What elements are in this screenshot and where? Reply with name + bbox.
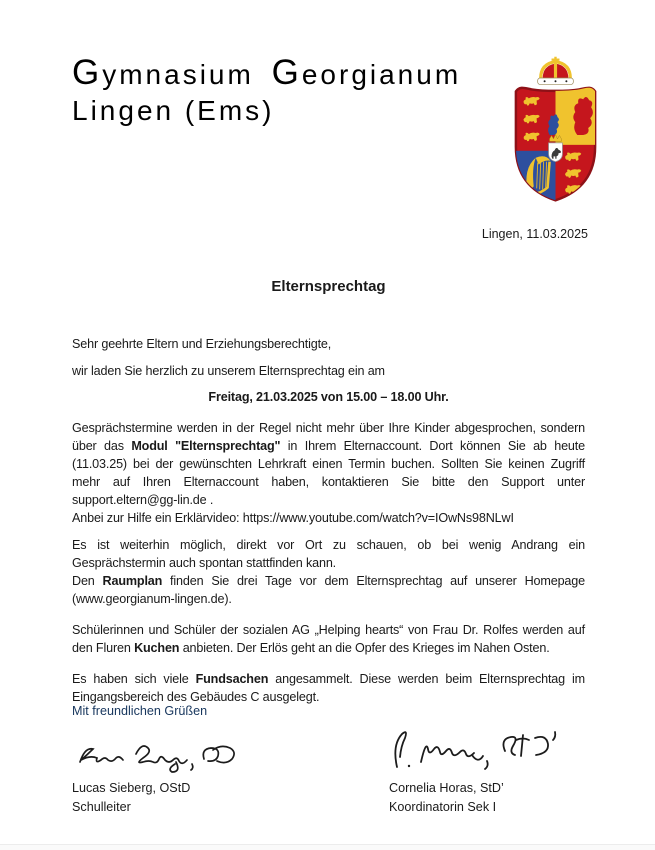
signature-block-left — [72, 735, 352, 817]
school-location: Lingen (Ems) — [72, 95, 275, 127]
page-bottom-edge — [0, 844, 655, 850]
letter-body — [72, 278, 585, 706]
paragraph-spontaneous — [72, 536, 585, 608]
text-segment: Den — [72, 574, 103, 588]
handwritten-signature-lucas-sieberg — [72, 735, 247, 775]
text-segment: Anbei zur Hilfe ein Erklärvideo: — [72, 511, 243, 525]
school-header — [72, 52, 461, 127]
school-crest — [506, 55, 605, 205]
text-segment: ymnasium — [102, 59, 272, 90]
closing-salutation: Mit freundlichen Grüßen — [72, 704, 208, 718]
crown-icon — [538, 57, 574, 85]
paragraph-lost-and-found — [72, 670, 585, 706]
signature-area — [72, 702, 585, 817]
signature-block-right — [389, 735, 585, 817]
text-segment: Es ist weiterhin möglich, direkt vor Ort zu schauen, ob bei wenig Andrang ein Gesprächstermin auch spontan stattfinden kann. — [72, 538, 585, 570]
text-segment: anbieten. Der Erlös geht an die Opfer des Krieges im Nahen Osten. — [179, 641, 550, 655]
signatory-name: Cornelia Horas, StD’ — [389, 781, 504, 795]
letter-title: Elternsprechtag — [271, 278, 386, 295]
paragraph-cake-sale — [72, 621, 585, 657]
text-segment: G — [271, 53, 302, 92]
signature-row — [72, 735, 585, 817]
signatory-role: Schulleiter — [72, 800, 131, 814]
video-url-link[interactable]: https://www.youtube.com/watch?v=IOwNs98NLwI — [242, 511, 514, 525]
text-segment: Kuchen — [134, 641, 180, 655]
event-datetime: Freitag, 21.03.2025 von 15.00 – 18.00 Uhr. — [208, 390, 449, 404]
text-segment: eorgianum — [301, 59, 462, 90]
signatory-name: Lucas Sieberg, OStD — [72, 781, 191, 795]
text-segment: Fundsachen — [195, 672, 269, 686]
signatory-role: Koordinatorin Sek I — [389, 800, 497, 814]
school-name — [72, 52, 461, 93]
text-segment: Schülerinnen und Schüler der sozialen AG „Helping hearts“ von Frau Dr. Rolfes werden auf den Fluren — [72, 623, 585, 655]
paragraph-appointments — [72, 419, 585, 527]
text-segment: Raumplan — [102, 574, 163, 588]
date-line: Lingen, 11.03.2025 — [481, 227, 588, 241]
intro-line: wir laden Sie herzlich zu unserem Elternsprechtag ein am — [72, 364, 385, 378]
support-email-link[interactable]: support.eltern@gg-lin.de — [72, 493, 207, 507]
text-segment: finden Sie drei Tage vor dem Elternsprechtag auf unserer Homepage (www.georgianum-lingen.de). — [72, 574, 585, 606]
shield — [514, 83, 597, 205]
text-segment: . — [206, 493, 214, 507]
text-segment: in Ihrem Elternaccount. Dort können Sie ab heute (11.03.25) bei der gewünschten Lehrkraft einen Termin buchen. Sollten Sie keinen Zugriff mehr auf Ihren Elternaccount haben, kontaktieren Sie bitte den Support unter — [72, 439, 585, 489]
text-segment: angesammelt. Diese werden beim Elternsprechtag im Eingangsbereich des Gebäudes C ausgelegt. — [72, 672, 585, 704]
text-segment: Es haben sich viele — [72, 672, 196, 686]
text-segment: Gesprächstermine werden in der Regel nicht mehr über Ihre Kinder abgesprochen, sondern über das — [72, 421, 585, 453]
handwritten-signature-cornelia-horas — [383, 727, 563, 775]
salutation: Sehr geehrte Eltern und Erziehungsberechtigte, — [72, 337, 332, 351]
text-segment: G — [72, 53, 103, 92]
text-segment: Modul "Elternsprechtag" — [131, 439, 281, 453]
horse-escutcheon — [549, 134, 563, 161]
